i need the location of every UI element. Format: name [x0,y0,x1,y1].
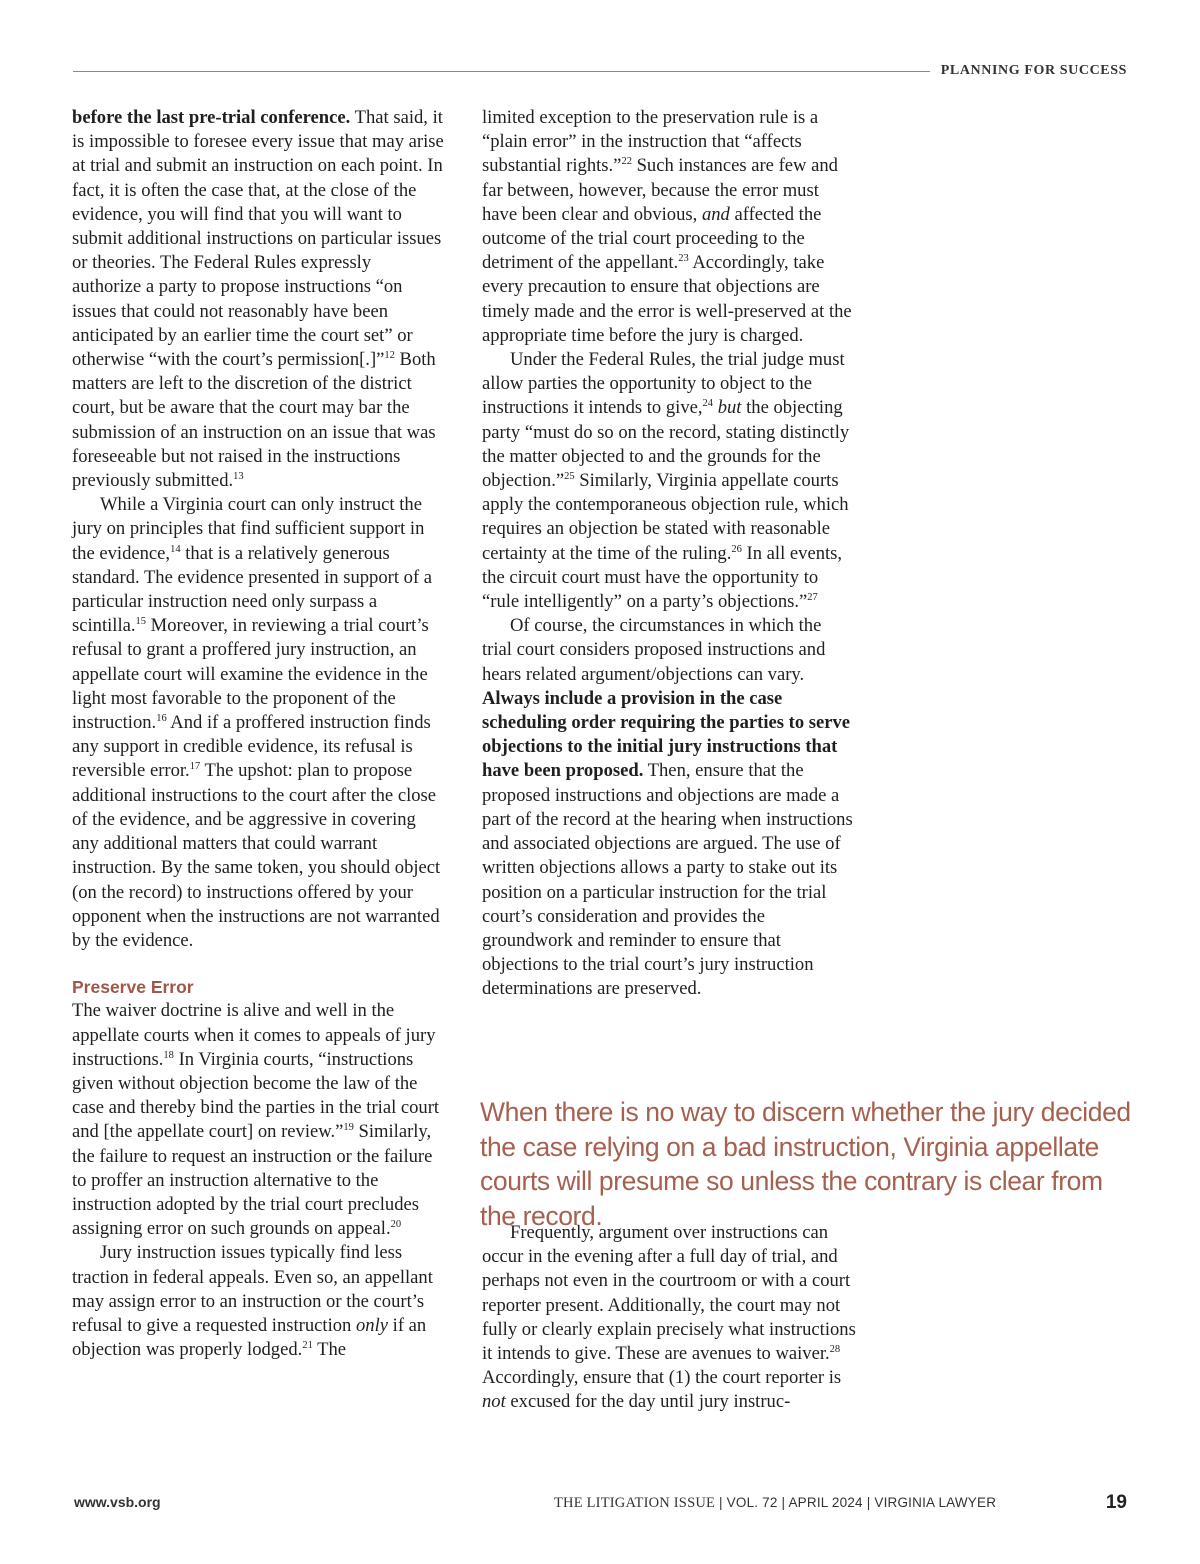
footer-issue [554,1495,996,1512]
footnote-ref: 20 [390,1219,402,1231]
footer-website: www.vsb.org [74,1494,161,1510]
column-left [72,106,444,1362]
footnote-ref: 12 [384,350,395,362]
pull-quote: When there is no way to discern whether the jury decided the case relying on a bad instruction, Virginia appellate courts will presume so unless the contrary is clear from the record. [480,1097,1131,1231]
footnote-ref: 23 [678,253,689,265]
column-right-lower [482,1221,858,1415]
paragraph: Under the Federal Rules, the trial judge must allow parties the opportunity to object to the instructions it intends to give,$^{24}$ but the objecting party “must do so on the record, stating distinctly the matter objected to and the grounds for the objection.”$^{25}$ Similarly, Virginia appellate courts apply the contemporaneous objection rule, which requires an objection be stated with reasonable certainty at the time of the ruling.$^{26}$ In all events, the circuit court must have the opportunity to “rule intelligently” on a party’s objections.”$^{27}$ [482,349,850,613]
paragraph: Of course, the circumstances in which the trial court considers proposed instructions and hears related argument/objections can vary. Always include a provision in the case scheduling order requiring the parties to serve objections to the initial jury instructions that have been proposed. Then, ensure that the proposed instructions and objections are made a part of the record at the hearing when instructions and associated objections are argued. The use of written objections allows a party to stake out its position on a particular instruction for the trial court’s consideration and provides the groundwork and reminder to ensure that objections to the trial court’s jury instruction determinations are preserved. [482,615,853,1000]
footer-issue-details: | VOL. 72 | APRIL 2024 | VIRGINIA LAWYER [715,1495,997,1510]
footnote-ref: 17 [189,761,201,773]
footnote-ref: 22 [621,156,632,168]
paragraph: While a Virginia court can only instruct the jury on principles that find sufficient support in the evidence,$^{14}$ that is a relatively generous standard. The evidence presented in support of a particular instruction need only surpass a scintilla.$^{15}$ Moreover, in reviewing a trial court’s refusal to grant a proffered jury instruction, an appellate court will examine the evidence in the light most favorable to the proponent of the instruction.$^{16}$ And if a proffered instruction finds any support in credible evidence, its refusal is reversible error.$^{17}$ The upshot: plan to propose additional instructions to the court after the close of the evidence, and be aggressive in covering any additional matters that could warrant instruction. By the same token, you should object (on the record) to instructions offered by your opponent when the instructions are not warranted by the evidence. [72,494,441,951]
footnote-ref: 16 [156,713,167,725]
footnote-ref: 26 [731,543,742,555]
paragraph: Jury instruction issues typically find less traction in federal appeals. Even so, an appellant may assign error to an instruction or the court’s refusal to give a requested instruction only if an objection was properly lodged.$^{21}$ The [72,1242,433,1361]
paragraph: limited exception to the preservation rule is a “plain error” in the instruction that “affects substantial rights.”$^{22}$ Such instances are few and far between, however, because the error must have been clear and obvious, and affected the outcome of the trial court proceeding to the detriment of the appellant.$^{23}$ Accordingly, take every precaution to ensure that objections are timely made and the error is well-preserved at the appropriate time before the jury is charged. [482,107,852,346]
paragraph: Frequently, argument over instructions can occur in the evening after a full day of trial, and perhaps not even in the courtroom or with a court reporter present. Additionally, the court may not fully or clearly explain precisely what instructions it intends to give. These are avenues to waiver.$^{28}$ [482,1222,856,1365]
paragraph: before the last pre-trial conference. That said, it is impossible to foresee every issue that may arise at trial and submit an instruction on each point. In fact, it is often the case that, at the close of the evidence, you will find that you will want to submit additional instructions on particular issues or theories. The Federal Rules expressly authorize a party to propose instructions “on issues that could not reasonably have been anticipated by an earlier time the court set” or otherwise “with the court’s permission[.]”$^{12}$ Both matters are left to the discretion of the district court, but be aware that the court may bar the submission of an instruction on an issue that was foreseeable but not raised in the instructions previously submitted.$^{13}$ [72,107,444,492]
footnote-ref: 13 [233,471,244,483]
footnote-ref: 25 [564,471,575,483]
header-rule [73,71,930,72]
paragraph: The waiver doctrine is alive and well in the appellate courts when it comes to appeals of jury instructions.$^{18}$ In Virginia courts, “instructions given without objection become the law of the case and thereby bind the parties in the trial court and [the appellate court] on review.”$^{19}$ Similarly, the failure to request an instruction or the failure to proffer an instruction alternative to the instruction adopted by the trial court precludes assigning error on such grounds on appeal.$^{20}$ [72,1000,440,1240]
page-number: 19 [1105,1492,1127,1513]
footer-issue-title: THE LITIGATION ISSUE [554,1495,716,1511]
footnote-ref: 21 [302,1340,313,1352]
paragraph: Accordingly, ensure that (1) the court reporter is not excused for the day until jury instruc- [482,1367,842,1413]
section-heading: Preserve Error [72,977,194,998]
footnote-ref: 28 [829,1344,841,1356]
footnote-ref: 24 [702,398,714,410]
section-label: PLANNING FOR SUCCESS [940,63,1127,78]
column-right [482,106,854,1002]
footnote-ref: 18 [163,1049,174,1061]
footnote-ref: 19 [343,1122,354,1134]
footnote-ref: 27 [807,592,818,604]
footnote-ref: 15 [135,616,147,628]
footnote-ref: 14 [170,543,181,555]
bold-lead: before the last pre-trial conference. [72,107,351,128]
